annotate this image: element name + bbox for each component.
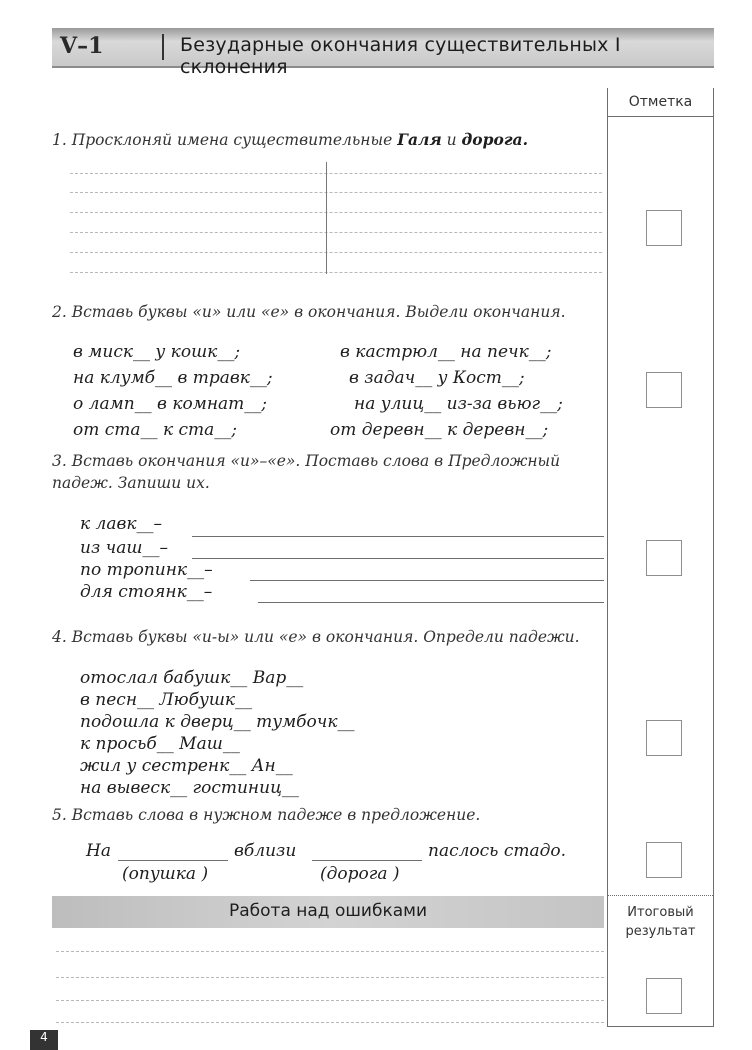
task2-row4-right: от деревн__ к деревн__; xyxy=(330,420,549,440)
task2-row2-left: на клумб__ в травк__; xyxy=(73,368,273,388)
task2-row2-right: в задач__ у Кост__; xyxy=(349,368,525,388)
error-line xyxy=(56,1022,604,1023)
task1-word-galya: Галя xyxy=(397,130,442,149)
mark-box-task4[interactable] xyxy=(646,720,682,756)
task2-row3-left: о ламп__ в комнат__; xyxy=(73,394,268,414)
error-work-banner xyxy=(52,896,604,928)
task3-answer-line[interactable] xyxy=(192,536,604,537)
task4-row3: подошла к дверц__ тумбочк__ xyxy=(80,712,355,732)
task2-row1-right: в кастрюл__ на печк__; xyxy=(340,342,552,362)
mark-label-divider xyxy=(608,116,713,117)
task2-row4-left: от ста__ к ста__; xyxy=(73,420,237,440)
mark-box-task5[interactable] xyxy=(646,842,682,878)
task5-blank-2[interactable] xyxy=(312,860,422,861)
task1-title-text: 1. Просклоняй имена существительные xyxy=(52,131,398,149)
mark-box-task2[interactable] xyxy=(646,372,682,408)
answer-line xyxy=(70,173,602,174)
task3-answer-line[interactable] xyxy=(258,602,604,603)
task2-row1-left: в миск__ у кошк__; xyxy=(73,342,241,362)
error-line xyxy=(56,951,604,952)
task3-title-line1: 3. Вставь окончания «и»–«е». Поставь слова в Предложный xyxy=(52,452,561,470)
task2-title: 2. Вставь буквы «и» или «е» в окончания. Выдели окончания. xyxy=(52,303,566,321)
task5-word-na: На xyxy=(86,841,111,861)
task5-word-vblizi: вблизи xyxy=(234,841,297,861)
task3-row1: к лавк__– xyxy=(80,514,163,534)
task5-word-end: паслось стадо. xyxy=(428,841,567,861)
header-separator xyxy=(162,34,164,60)
result-divider xyxy=(608,895,713,897)
task5-blank-1[interactable] xyxy=(118,860,228,861)
page-title: Безударные окончания существительных I склонения xyxy=(180,34,621,78)
task3-title-line2: падеж. Запиши их. xyxy=(52,474,210,492)
task1-word-doroga: дорога. xyxy=(461,130,528,149)
error-line xyxy=(56,1000,604,1001)
task3-answer-line[interactable] xyxy=(250,580,604,581)
page-number: 4 xyxy=(30,1030,58,1050)
result-label xyxy=(608,903,713,941)
task4-row1: отослал бабушк__ Вар__ xyxy=(80,668,304,688)
task1-and: и xyxy=(441,131,462,149)
task5-hint-1: (опушка ) xyxy=(122,864,209,884)
task2-row3-right: на улиц__ из-за вьюг__; xyxy=(354,394,563,414)
mark-box-task1[interactable] xyxy=(646,210,682,246)
task3-row3: по тропинк__– xyxy=(80,560,213,580)
mark-box-result[interactable] xyxy=(646,978,682,1014)
mark-label: Отметка xyxy=(628,94,693,110)
answer-line xyxy=(70,212,602,213)
task5-hint-2: (дорога ) xyxy=(320,864,400,884)
task4-row6: на вывеск__ гостиниц__ xyxy=(80,778,299,798)
answer-line xyxy=(70,272,602,273)
task3-row2: из чаш__– xyxy=(80,538,168,558)
error-work-title: Работа над ошибками xyxy=(228,901,427,921)
task3-answer-line[interactable] xyxy=(192,558,604,559)
mark-box-task3[interactable] xyxy=(646,540,682,576)
task4-row4: к просьб__ Маш__ xyxy=(80,734,240,754)
variant-number: V–1 xyxy=(60,33,104,59)
result-label-line-2: результат xyxy=(625,924,696,939)
page-header xyxy=(52,28,714,78)
answer-line xyxy=(70,192,602,193)
task3-row4: для стоянк__– xyxy=(80,582,213,602)
task5-title: 5. Вставь слова в нужном падеже в предложение. xyxy=(52,806,481,824)
task4-row5: жил у сестренк__ Ан__ xyxy=(80,756,293,776)
task4-title: 4. Вставь буквы «и-ы» или «е» в окончания. Определи падежи. xyxy=(52,628,580,646)
task4-row2: в песн__ Любушк__ xyxy=(80,690,253,710)
error-line xyxy=(56,977,604,978)
grid-divider xyxy=(326,162,327,274)
result-label-line-1: Итоговый xyxy=(627,905,694,920)
answer-line xyxy=(70,232,602,233)
task1-title xyxy=(52,130,528,149)
answer-line xyxy=(70,252,602,253)
